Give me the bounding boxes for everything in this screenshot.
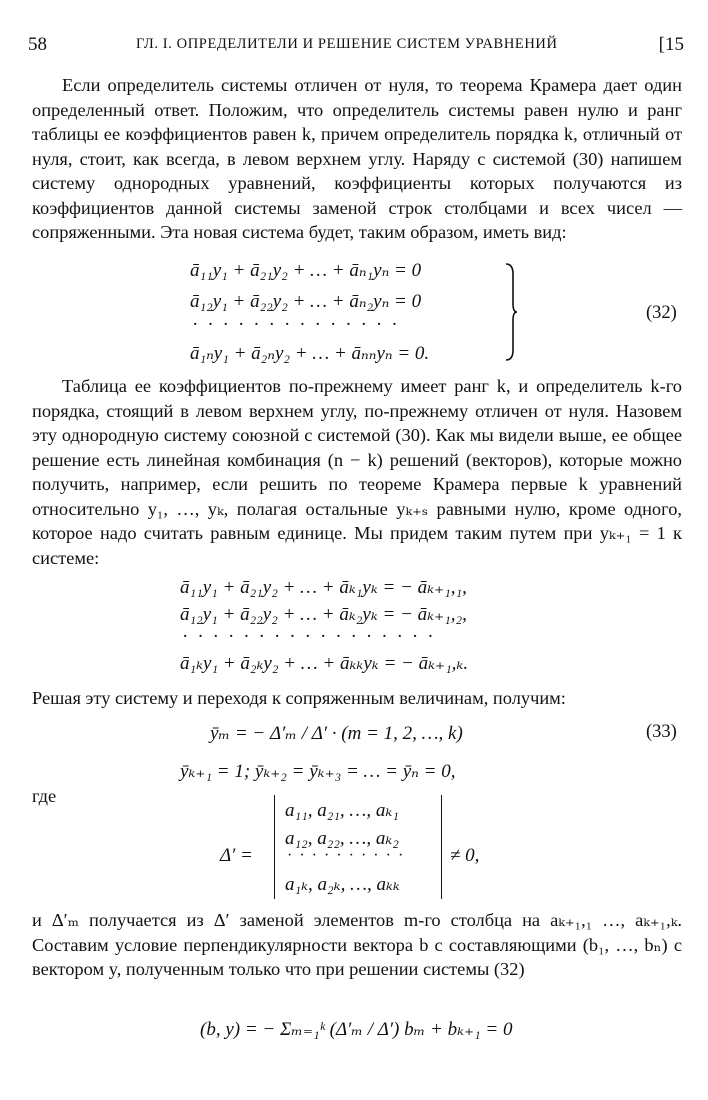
system-k-row-2: ā₁₂y₁ + ā₂₂y₂ + … + āₖ₂yₖ = − āₖ₊₁,₂, [180, 604, 467, 625]
paragraph-intro: Если определитель системы отличен от нуля, то теорема Крамера дает один определенный ответ. Положим, что определитель системы равен нулю и ранг таблицы ее коэффициентов равен k, причем определитель порядка k, отличный от нуля, стоит, как всегда, в левом верхнем углу. Наряду с системой (30) напишем систему однородных уравнений, коэффициенты которых получаются из коэффициентов данной системы заменой строк столбцами и всех чисел — сопряженными. Эта новая система будет, таким образом, иметь вид: [32, 75, 682, 242]
right-brace [504, 262, 518, 362]
delta-row-3: a₁ₖ, a₂ₖ, …, aₖₖ [285, 874, 400, 895]
delta-lhs: Δ′ = [220, 845, 253, 866]
equation-label-32: (32) [646, 303, 677, 323]
delta-determinant [274, 795, 442, 899]
system-32-row-3: ā₁ₙy₁ + ā₂ₙy₂ + … + āₙₙyₙ = 0. [190, 343, 430, 364]
system-k-row-1: ā₁₁y₁ + ā₂₁y₂ + … + āₖ₁yₖ = − āₖ₊₁,₁, [180, 577, 467, 598]
equation-33-line-1: ȳₘ = − Δ′ₘ / Δ′ · (m = 1, 2, …, k) [210, 723, 463, 744]
paragraph-solving: Решая эту систему и переходя к сопряженным величинам, получим: [32, 688, 566, 708]
where-word: где [32, 786, 57, 806]
page-header [28, 34, 684, 60]
system-32-row-1: ā₁₁y₁ + ā₂₁y₂ + … + āₙ₁yₙ = 0 [190, 260, 422, 281]
paragraph-union-system: Таблица ее коэффициентов по-прежнему имеет ранг k, и определитель k-го порядка, стоящий в левом верхнем углу, по-прежнему отличен от нуля. Назовем эту однородную систему союзной с системой (30). Как мы видели выше, ее общее решение есть линейная комбинация (n − k) решений (векторов), которые можно получить, например, если решить по теореме Крамера первые k уравнений относительно y₁, …, yₖ, полагая остальные yₖ₊ₛ равными нулю, кроме одного, которое надо считать равным единице. Мы придем таким путем при yₖ₊₁ = 1 к системе: [32, 376, 682, 568]
section-number: [15 [658, 34, 684, 55]
delta-row-1: a₁₁, a₂₁, …, aₖ₁ [285, 800, 399, 821]
system-k-dots: ················· [182, 626, 443, 647]
system-k-row-3: ā₁ₖy₁ + ā₂ₖy₂ + … + āₖₖyₖ = − āₖ₊₁,ₖ. [180, 653, 469, 674]
equation-33-line-2: ȳₖ₊₁ = 1; ȳₖ₊₂ = ȳₖ₊₃ = … = ȳₙ = 0, [180, 761, 456, 782]
equation-label-33: (33) [646, 722, 677, 742]
delta-row-2: a₁₂, a₂₂, …, aₖ₂ [285, 828, 399, 849]
page-number: 58 [28, 34, 47, 55]
delta-rhs: ≠ 0, [450, 845, 480, 866]
paragraph-perpendicularity: и Δ′ₘ получается из Δ′ заменой элементов m-го столбца на aₖ₊₁,₁ …, aₖ₊₁,ₖ. Составим условие перпендикулярности вектора b с составляющими (b₁, …, bₙ) с вектором y, полученным только что при решении системы (32) [32, 910, 682, 979]
system-32-row-2: ā₁₂y₁ + ā₂₂y₂ + … + āₙ₂yₙ = 0 [190, 291, 422, 312]
system-32-dots: ·············· [192, 314, 407, 335]
delta-dots: ·········· [287, 847, 411, 864]
running-title: ГЛ. I. ОПРЕДЕЛИТЕЛИ И РЕШЕНИЕ СИСТЕМ УРАВНЕНИЙ [136, 36, 558, 52]
final-equation: (b, y) = − Σₘ₌₁ᵏ (Δ′ₘ / Δ′) bₘ + bₖ₊₁ = 0 [200, 1019, 513, 1040]
